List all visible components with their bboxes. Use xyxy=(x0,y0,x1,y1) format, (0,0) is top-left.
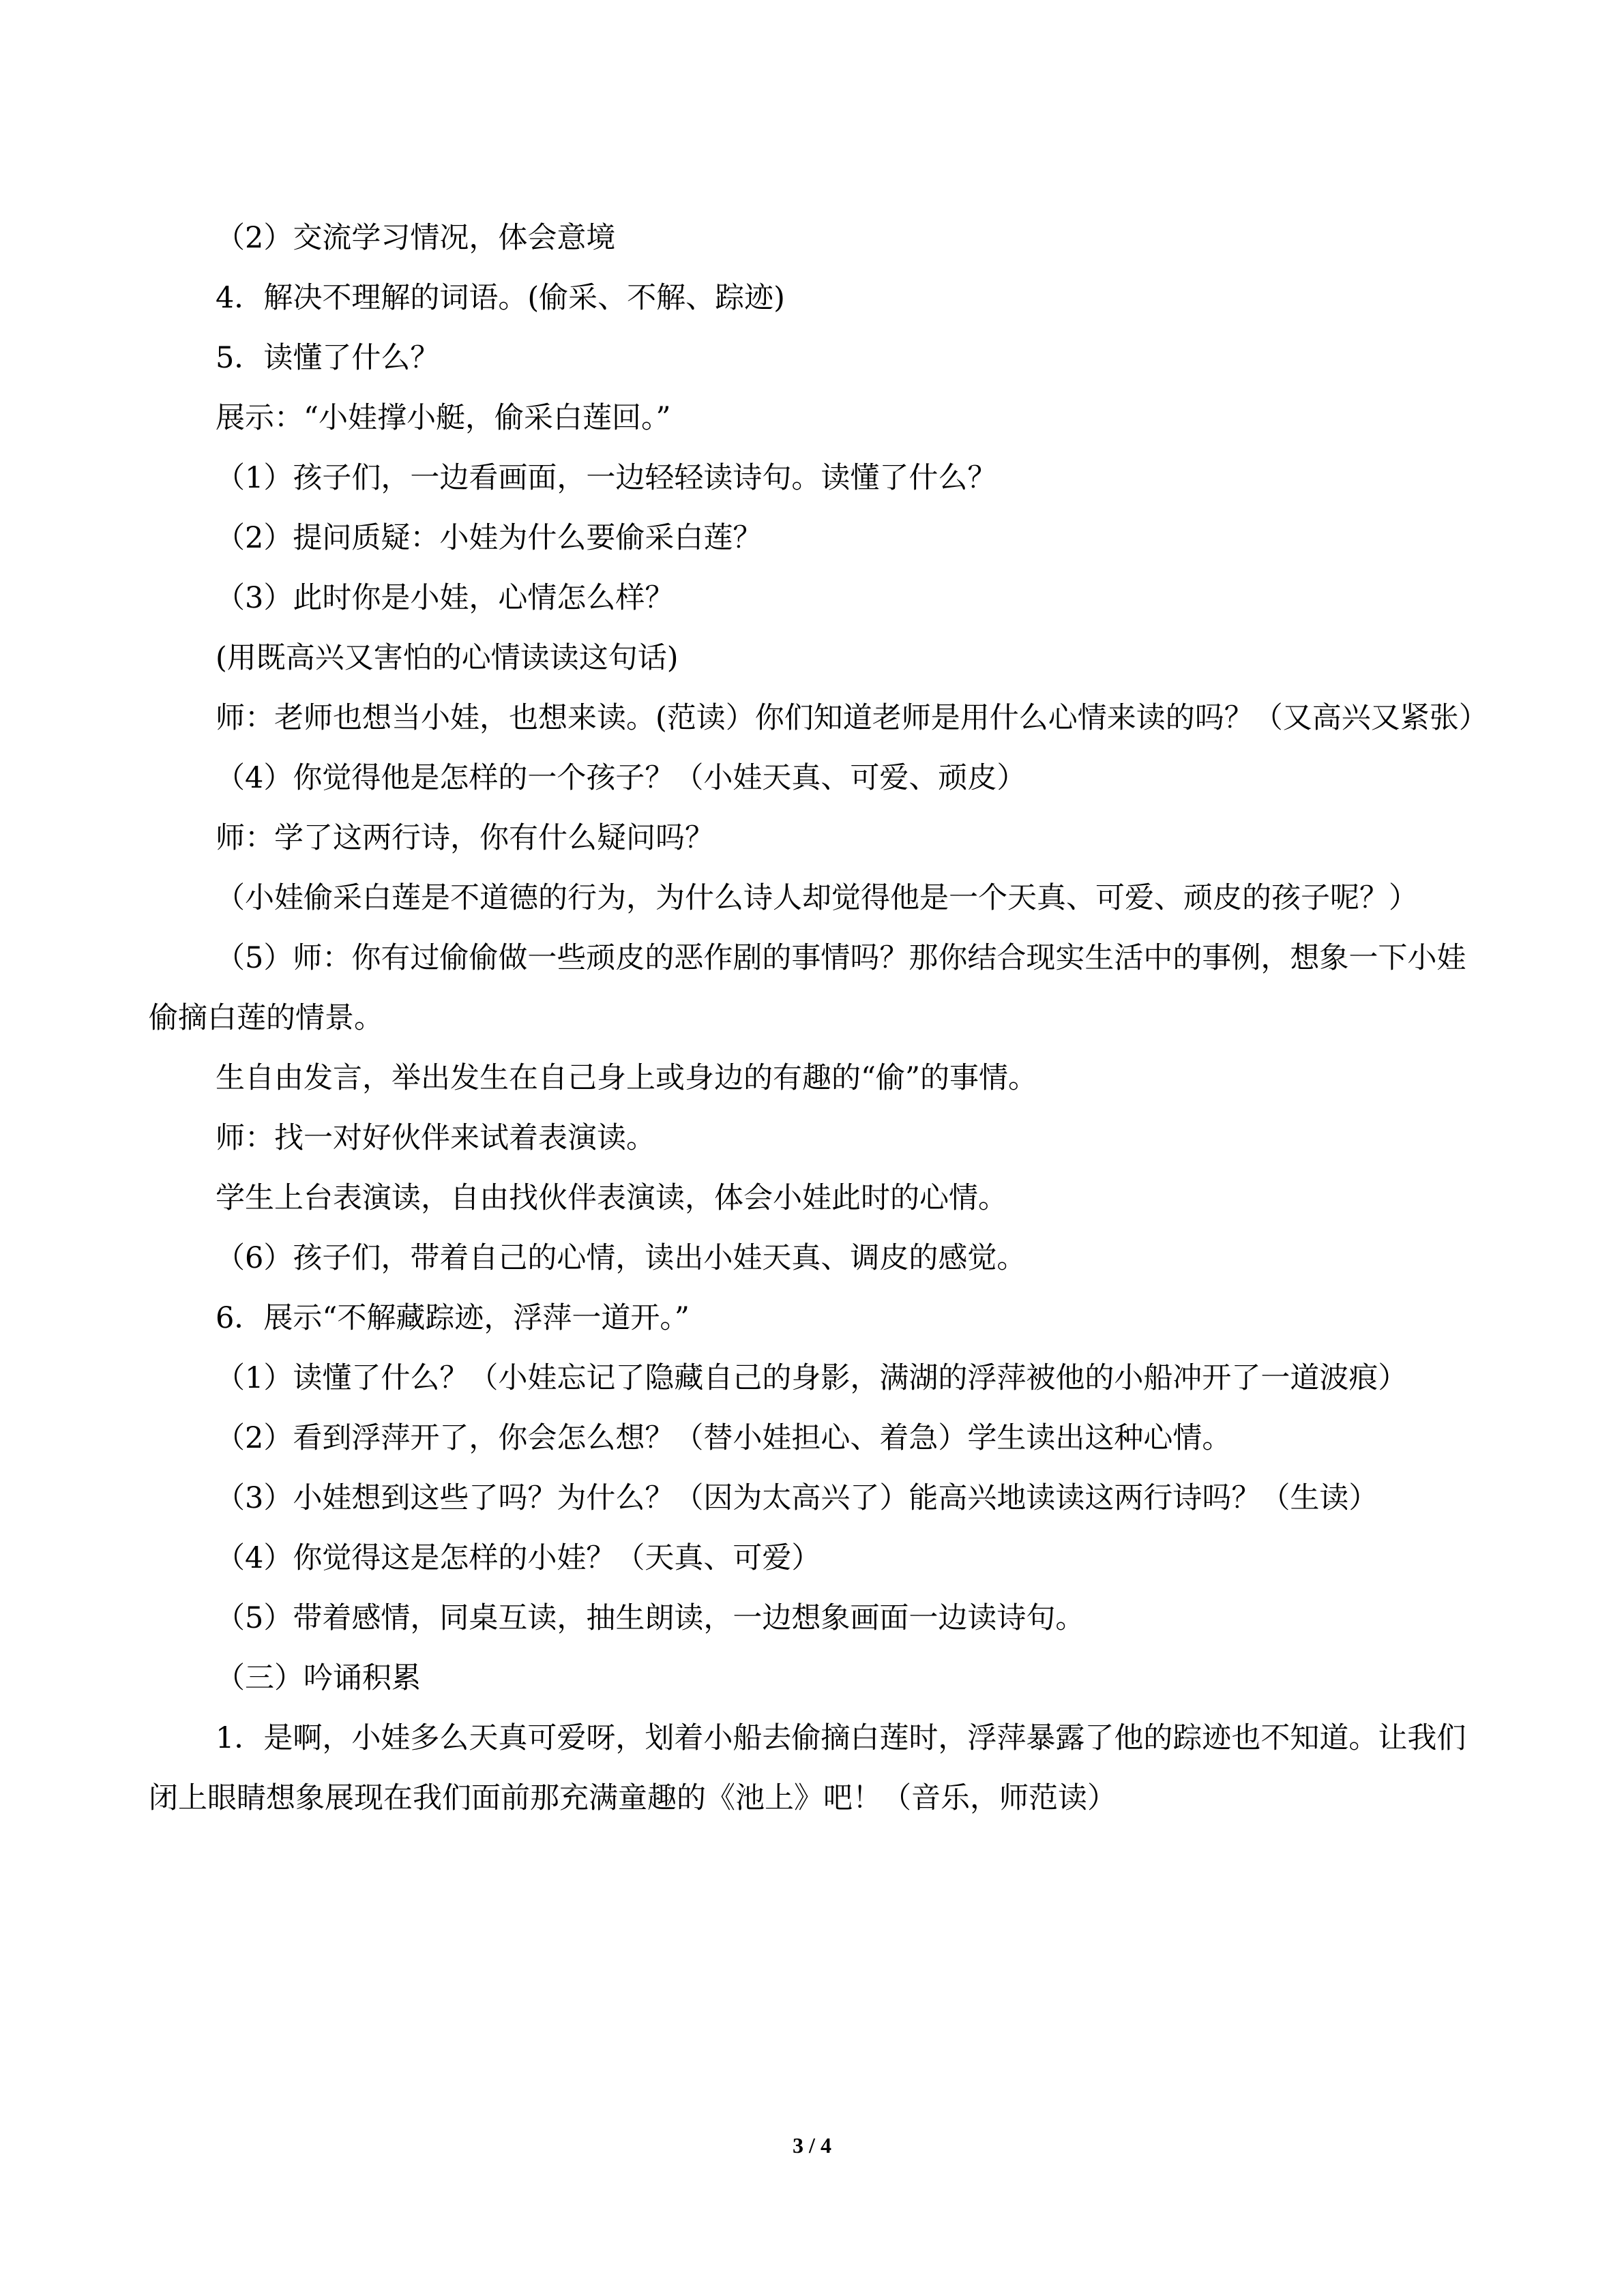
document-body xyxy=(149,208,1488,1828)
paragraph: 师：老师也想当小娃，也想来读。(范读）你们知道老师是用什么心情来读的吗？（又高兴又紧张） xyxy=(216,701,1488,735)
paragraph: （3）此时你是小娃，心情怎么样？ xyxy=(216,581,675,615)
paragraph: 学生上台表演读，自由找伙伴表演读，体会小娃此时的心情。 xyxy=(216,1181,1007,1215)
page-number: 3 / 4 xyxy=(793,2133,831,2158)
paragraph: （5）带着感情，同桌互读，抽生朗读，一边想象画面一边读诗句。 xyxy=(216,1601,1085,1635)
paragraph: 师：找一对好伙伴来试着表演读。 xyxy=(216,1121,655,1155)
paragraph: （5）师：你有过偷偷做一些顽皮的恶作剧的事情吗？那你结合现实生活中的事例，想象一下小娃偷摘白莲的情景。 xyxy=(149,941,1466,1035)
paragraph: 生自由发言，举出发生在自己身上或身边的有趣的“偷”的事情。 xyxy=(216,1061,1037,1095)
paragraph: 展示：“小娃撑小艇，偷采白莲回。” xyxy=(216,401,671,435)
paragraph: 5．读懂了什么？ xyxy=(216,341,440,375)
section-heading: （三）吟诵积累 xyxy=(216,1661,421,1695)
paragraph: （1）孩子们，一边看画面，一边轻轻读诗句。读懂了什么？ xyxy=(216,461,997,495)
paragraph: （4）你觉得这是怎样的小娃？（天真、可爱） xyxy=(216,1541,821,1575)
paragraph: （6）孩子们，带着自己的心情，读出小娃天真、调皮的感觉。 xyxy=(216,1241,1027,1275)
paragraph: （小娃偷采白莲是不道德的行为，为什么诗人却觉得他是一个天真、可爱、顽皮的孩子呢？） xyxy=(216,881,1418,915)
paragraph: （3）小娃想到这些了吗？为什么？（因为太高兴了）能高兴地读读这两行诗吗？（生读） xyxy=(216,1481,1378,1515)
paragraph: 6．展示“不解藏踪迹，浮萍一道开。” xyxy=(216,1301,690,1335)
paragraph: 4．解决不理解的词语。(偷采、不解、踪迹) xyxy=(216,281,785,315)
paragraph: （2）提问质疑：小娃为什么要偷采白莲？ xyxy=(216,521,763,555)
paragraph: （1）读懂了什么？（小娃忘记了隐藏自己的身影，满湖的浮萍被他的小船冲开了一道波痕） xyxy=(216,1361,1408,1395)
paragraph: 1．是啊，小娃多么天真可爱呀，划着小船去偷摘白莲时，浮萍暴露了他的踪迹也不知道。让我们闭上眼睛想象展现在我们面前那充满童趣的《池上》吧！（音乐，师范读） xyxy=(149,1721,1466,1815)
paragraph: (用既高兴又害怕的心情读读这句话) xyxy=(216,641,679,675)
paragraph: （4）你觉得他是怎样的一个孩子？（小娃天真、可爱、顽皮） xyxy=(216,761,1027,795)
paragraph: （2）看到浮萍开了，你会怎么想？（替小娃担心、着急）学生读出这种心情。 xyxy=(216,1421,1232,1455)
paragraph: 师：学了这两行诗，你有什么疑问吗？ xyxy=(216,821,714,855)
paragraph: （2）交流学习情况，体会意境 xyxy=(216,221,616,255)
